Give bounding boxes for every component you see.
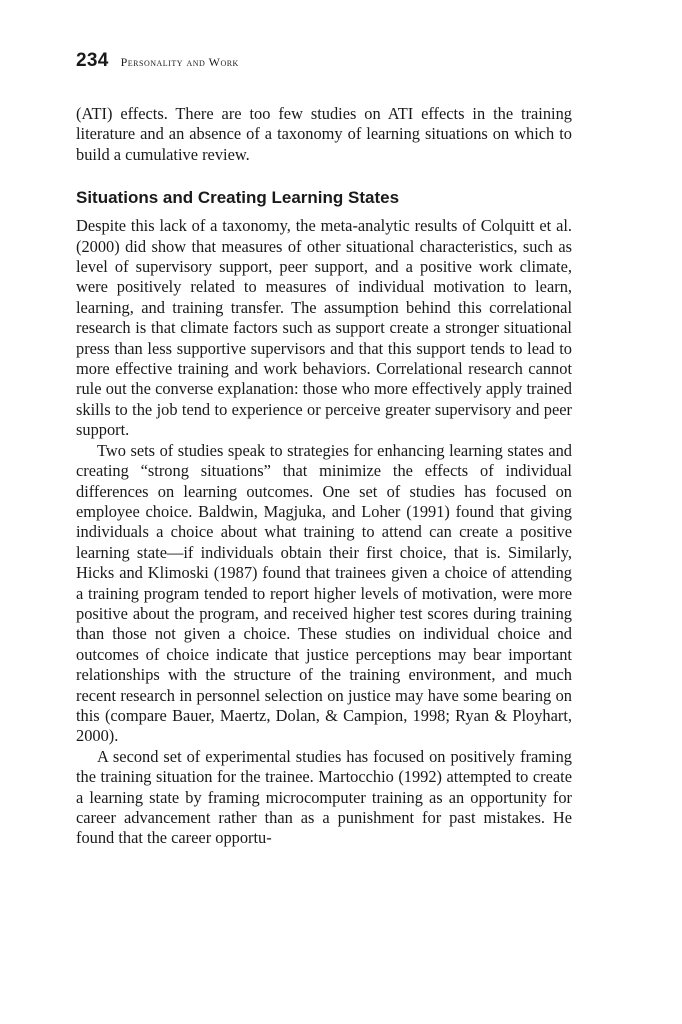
- paragraph: Despite this lack of a taxonomy, the meta-analytic results of Colquitt et al. (2000) did show that measures of other situational characteristics, such as level of supervisory support, peer support, and a positive work climate, were positively related to measures of individual motivation to learn, learning, and training transfer. The assumption behind this correlational research is that climate factors such as support create a stronger situational press than less supportive supervisors and that this support tends to lead to more effective training and work behaviors. Correlational research cannot rule out the converse explanation: those who more effectively apply trained skills to the job tend to experience or perceive greater supervisory and peer support.: [76, 216, 572, 440]
- running-head: [76, 50, 572, 78]
- section-heading: Situations and Creating Learning States: [76, 188, 400, 208]
- continued-paragraph: (ATI) effects. There are too few studies on ATI effects in the training literature and an absence of a taxonomy of learning situations on which to build a cumulative review.: [76, 104, 572, 164]
- page-number: 234: [76, 50, 109, 71]
- body-text: [76, 104, 572, 849]
- paragraph: Two sets of studies speak to strategies for enhancing learning states and creating “strong situations” that minimize the effects of individual differences on learning outcomes. One set of studies has focused on employee choice. Baldwin, Magjuka, and Loher (1991) found that giving individuals a choice about what training to attend can create a positive learning state—if individuals obtain their first choice, that is. Similarly, Hicks and Klimoski (1987) found that trainees given a choice of attending a training program tended to report higher levels of motivation, were more positive about the program, and received higher test scores during training than those not given a choice. These studies on individual choice and outcomes of choice indicate that justice perceptions may bear important relationships with the structure of the training environment, and much recent research in personnel selection on justice may have some bearing on this (compare Bauer, Maertz, Dolan, & Campion, 1998; Ryan & Ployhart, 2000).: [76, 440, 572, 746]
- paragraph: A second set of experimental studies has focused on positively framing the training situation for the trainee. Martocchio (1992) attempted to create a learning state by framing microcomputer training as an opportunity for career advancement rather than as a punishment for past mistakes. He found that the career opportu-: [76, 746, 572, 848]
- book-page: [76, 50, 572, 849]
- running-title: Personality and Work: [120, 55, 239, 69]
